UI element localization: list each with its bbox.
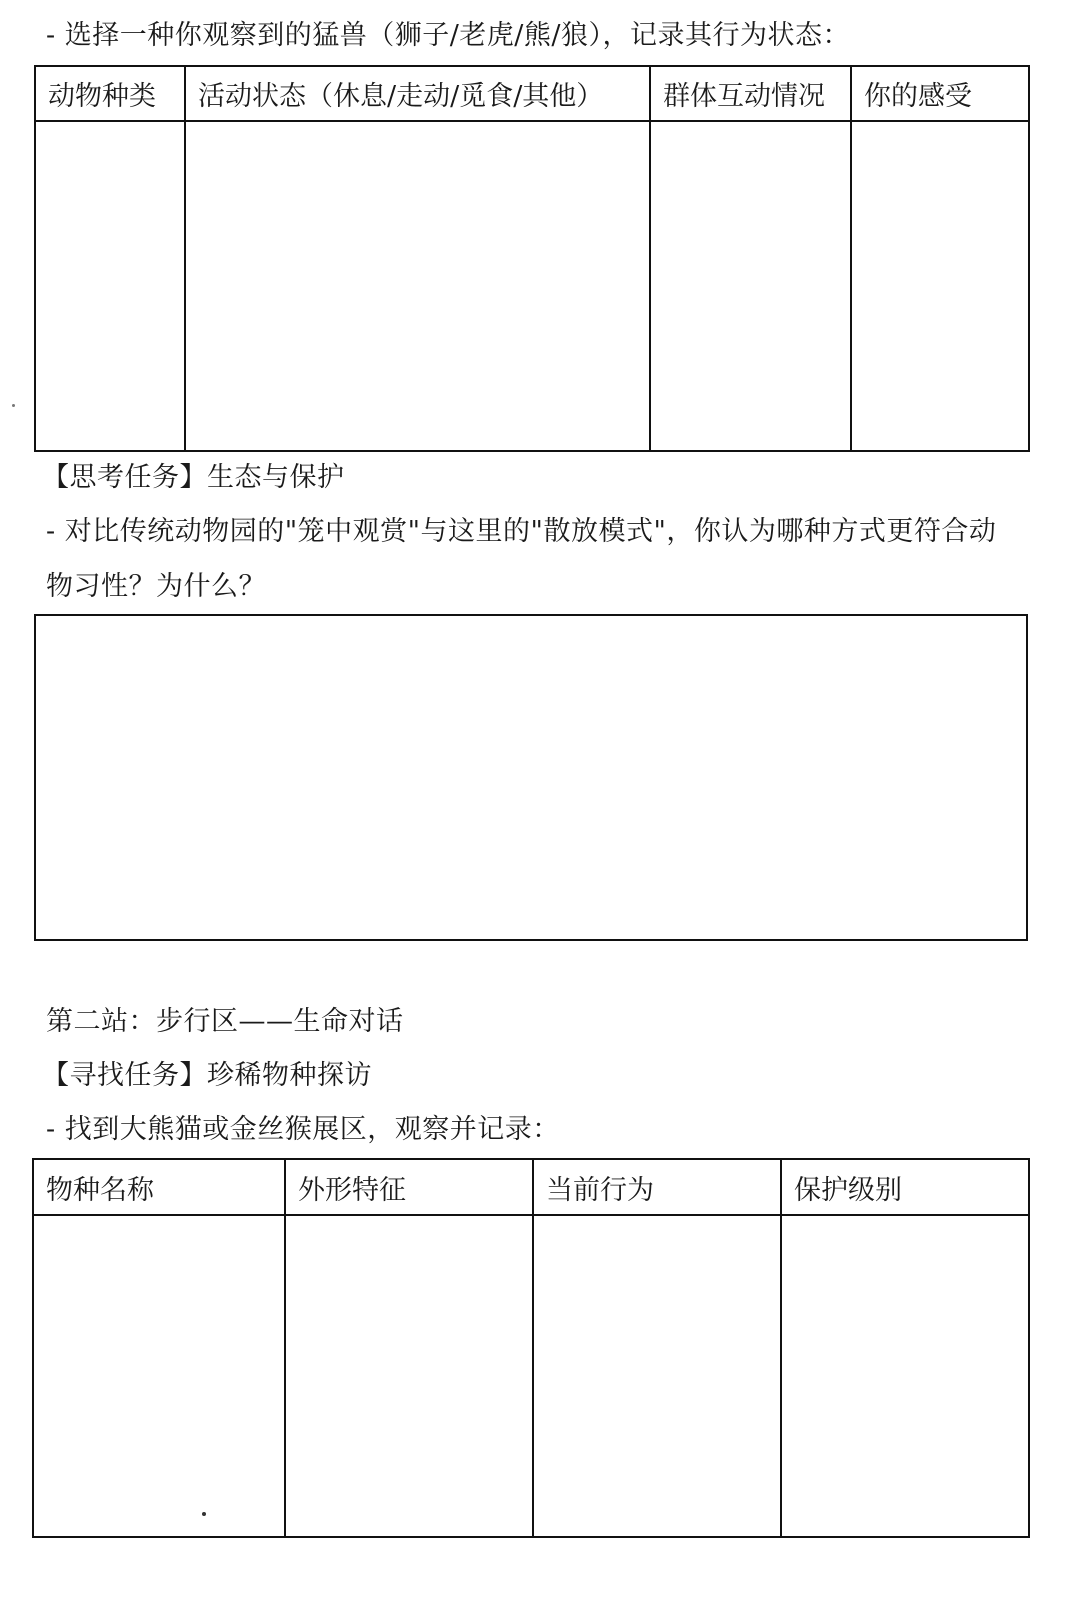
- header-species-name: 物种名称: [33, 1159, 285, 1215]
- search-task-title: 【寻找任务】珍稀物种探访: [42, 1060, 372, 1091]
- scan-speck: [202, 1512, 206, 1516]
- cell-species-name[interactable]: [33, 1215, 285, 1537]
- header-current-behavior: 当前行为: [533, 1159, 781, 1215]
- cell-activity-state[interactable]: [185, 121, 650, 451]
- header-animal-type: 动物种类: [35, 66, 185, 121]
- thinking-answer-box[interactable]: [34, 614, 1028, 941]
- scan-speck: [12, 404, 15, 407]
- behavior-record-table: [34, 65, 1030, 452]
- cell-protection-level[interactable]: [781, 1215, 1029, 1537]
- table-row: [35, 121, 1029, 451]
- cell-current-behavior[interactable]: [533, 1215, 781, 1537]
- station2-title: 第二站：步行区——生命对话: [46, 1006, 404, 1037]
- cell-group-interaction[interactable]: [650, 121, 851, 451]
- header-group-interaction: 群体互动情况: [650, 66, 851, 121]
- cell-appearance[interactable]: [285, 1215, 533, 1537]
- cell-feelings[interactable]: [851, 121, 1029, 451]
- thinking-question-line1: - 对比传统动物园的"笼中观赏"与这里的"散放模式"，你认为哪种方式更符合动: [46, 516, 997, 547]
- rare-species-table: [32, 1158, 1030, 1538]
- thinking-question-line2: 物习性？为什么？: [46, 571, 266, 602]
- header-appearance: 外形特征: [285, 1159, 533, 1215]
- header-feelings: 你的感受: [851, 66, 1029, 121]
- table-row: [33, 1215, 1029, 1537]
- cell-animal-type[interactable]: [35, 121, 185, 451]
- header-protection-level: 保护级别: [781, 1159, 1029, 1215]
- species-instruction: - 找到大熊猫或金丝猴展区，观察并记录：: [46, 1114, 560, 1145]
- behavior-instruction: - 选择一种你观察到的猛兽（狮子/老虎/熊/狼），记录其行为状态：: [46, 20, 850, 51]
- header-activity-state: 活动状态（休息/走动/觅食/其他）: [185, 66, 650, 121]
- thinking-task-title: 【思考任务】生态与保护: [42, 462, 345, 493]
